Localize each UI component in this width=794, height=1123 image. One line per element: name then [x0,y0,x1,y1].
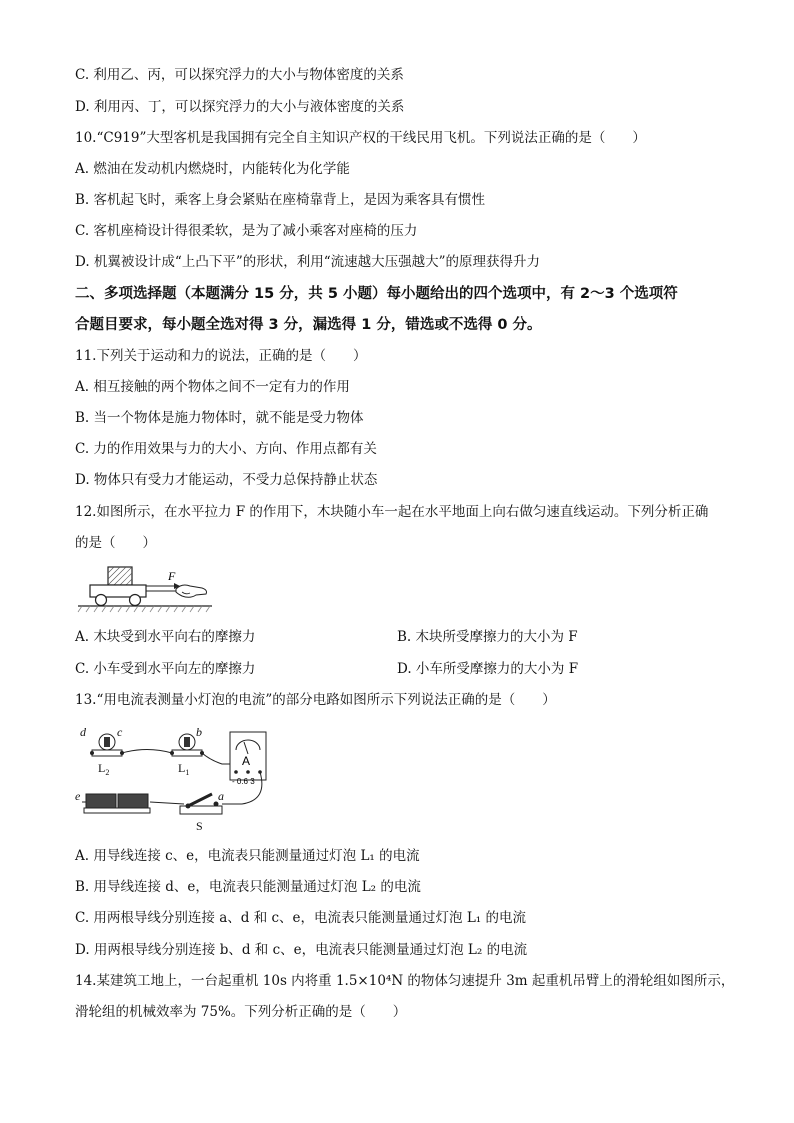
q11-option-c: C. 力的作用效果与力的大小、方向、作用点都有关 [75,441,377,457]
q13-option-a: A. 用导线连接 c、e，电流表只能测量通过灯泡 L₁ 的电流 [75,848,420,864]
q13-option-b: B. 用导线连接 d、e，电流表只能测量通过灯泡 L₂ 的电流 [75,879,421,895]
q10-option-a: A. 燃油在发动机内燃烧时，内能转化为化学能 [75,161,350,177]
q11-option-a: A. 相互接触的两个物体之间不一定有力的作用 [75,379,350,395]
ammeter-label: A [242,754,251,768]
wire-battery-to-switch [150,802,184,804]
lamp-l1-label: $L_1$ [178,761,190,777]
q10-option-c: C. 客机座椅设计得很柔软，是为了减小乘客对座椅的压力 [75,223,418,239]
cart-wheel-left [96,595,107,606]
q14-stem-line1: 14.某建筑工地上，一台起重机 10s 内将重 1.5×10⁴N 的物体匀速提升 3m 起重机吊臂上的滑轮组如图所示， [75,973,735,989]
battery-holder [84,808,150,813]
terminal-label-d: d [80,725,86,739]
circuit-figure [72,720,282,836]
q10-stem: 10.“C919”大型客机是我国拥有完全自主知识产权的干线民用飞机。下列说法正确的是（ ） [75,130,646,146]
lamp-l1-filament [184,737,190,747]
ammeter-terminal-labels: - 0.6 3 [232,777,255,786]
q13-option-c: C. 用两根导线分别连接 a、d 和 c、e，电流表只能测量通过灯泡 L₁ 的电流 [75,910,527,926]
q12-option-c: C. 小车受到水平向左的摩擦力 [75,661,256,677]
q12-option-b: B. 木块所受摩擦力的大小为 F [397,629,578,645]
q12-option-d: D. 小车所受摩擦力的大小为 F [397,661,579,677]
q12-option-a: A. 木块受到水平向右的摩擦力 [75,629,256,645]
q9-option-c: C. 利用乙、丙，可以探究浮力的大小与物体密度的关系 [75,67,404,83]
q9-option-d: D. 利用丙、丁，可以探究浮力的大小与液体密度的关系 [75,99,405,115]
switch-label: S [196,819,203,833]
section2-heading-line2: 合题目要求，每小题全选对得 3 分，漏选得 1 分，错选或不选得 0 分。 [75,317,542,333]
lamp-l2-base [92,750,122,756]
q11-option-b: B. 当一个物体是施力物体时，就不能是受力物体 [75,410,364,426]
terminal-label-a: a [218,789,224,803]
lamp-l2-filament [104,737,110,747]
q11-stem: 11.下列关于运动和力的说法，正确的是（ ） [75,348,367,364]
terminal-label-c: c [117,725,123,739]
q11-option-d: D. 物体只有受力才能运动，不受力总保持静止状态 [75,472,378,488]
force-label: F [168,569,176,583]
q13-stem: 13.“用电流表测量小灯泡的电流”的部分电路如图所示下列说法正确的是（ ） [75,692,556,708]
lamp-l2-label: $L_2$ [98,761,110,777]
cart-wheel-right [130,595,141,606]
q13-option-d: D. 用两根导线分别连接 b、d 和 c、e，电流表只能测量通过灯泡 L₂ 的电流 [75,942,528,958]
q12-stem-line2: 的是（ ） [75,535,156,551]
q10-option-d: D. 机翼被设计成“上凸下平”的形状，利用“流速越大压强越大”的原理获得升力 [75,254,541,270]
wire-c-to-l1 [122,750,172,754]
switch-lever [188,794,212,806]
ground-hatch [78,606,210,612]
terminal-label-b: b [196,725,202,739]
wire-l1-to-ammeter [202,753,230,764]
cart-figure [76,562,216,614]
section2-heading-line1: 二、多项选择题（本题满分 15 分，共 5 小题）每小题给出的四个选项中，有 2～3 个选项符 [75,286,678,302]
q10-option-b: B. 客机起飞时，乘客上身会紧贴在座椅靠背上，是因为乘客具有惯性 [75,192,486,208]
lamp-l1-base [172,750,202,756]
hand-icon [176,585,207,597]
q14-stem-line2: 滑轮组的机械效率为 75%。下列分析正确的是（ ） [75,1004,407,1020]
terminal-label-e: e [75,789,81,803]
q12-stem-line1: 12.如图所示，在水平拉力 F 的作用下，木块随小车一起在水平地面上向右做匀速直线运动。下列分析正确 [75,504,709,520]
